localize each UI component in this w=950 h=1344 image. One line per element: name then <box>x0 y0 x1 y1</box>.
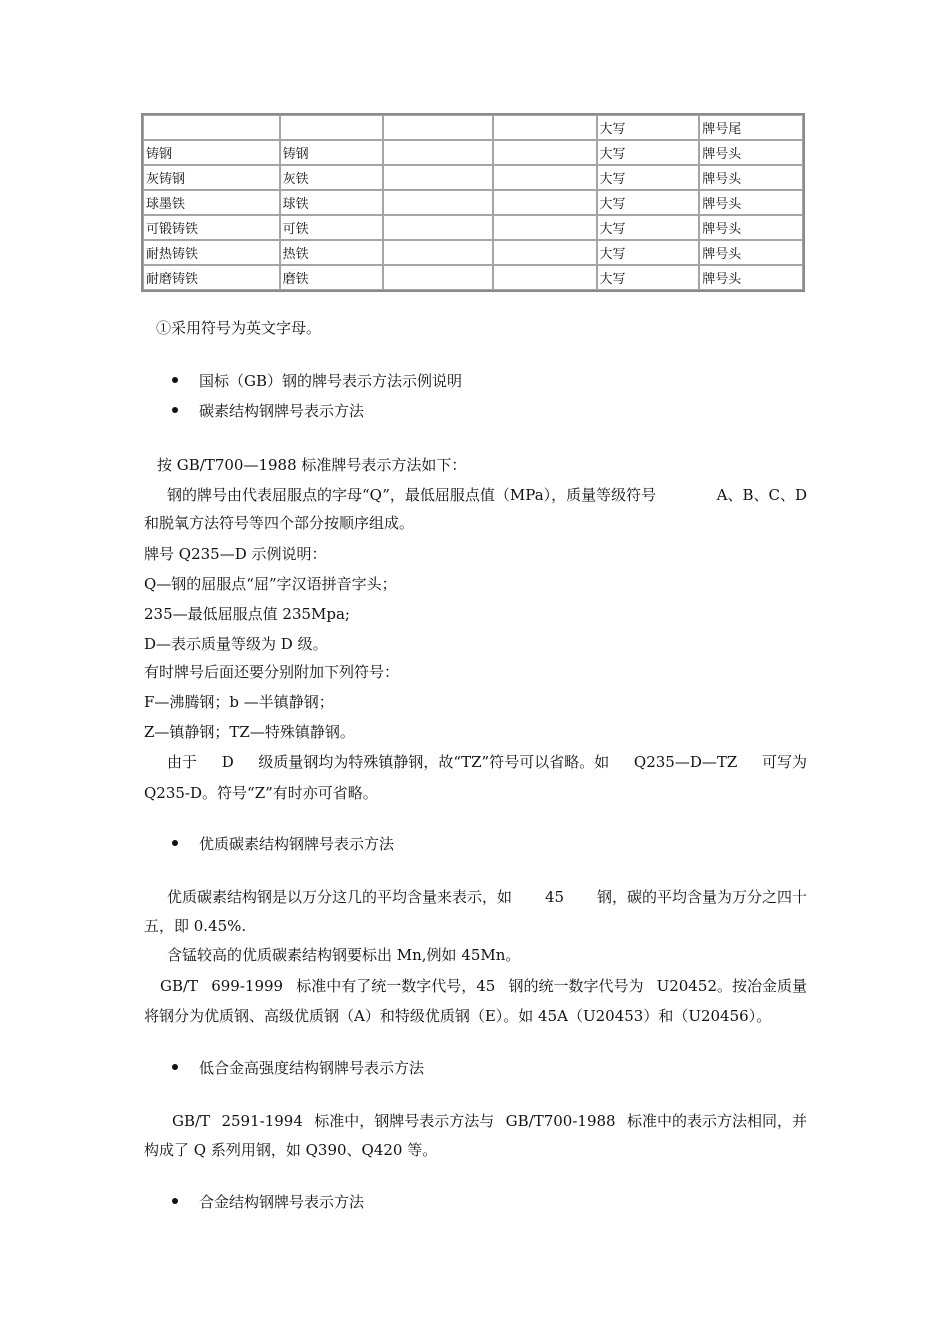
quality-desc-line1: 优质碳素结构钢是以万分这几的平均含量来表示，如 45 钢，碳的平均含量为万分之四十 <box>167 888 807 906</box>
table-cell: 灰铁 <box>280 165 384 190</box>
table-cell: 球墨铁 <box>143 190 280 215</box>
bullet-label: 低合金高强度结构钢牌号表示方法 <box>199 1059 425 1077</box>
bullet-carbon-steel <box>172 401 364 421</box>
table-cell <box>383 115 493 140</box>
carbon-suffix-f-b: F—沸腾钢；b —半镇静钢； <box>144 693 334 711</box>
table-cell: 牌号头 <box>699 190 803 215</box>
carbon-suffix-z-tz: Z—镇静钢；TZ—特殊镇静钢。 <box>144 723 355 741</box>
table-cell: 大写 <box>597 265 700 290</box>
carbon-example-d: D—表示质量等级为 D 级。 <box>144 635 328 653</box>
carbon-desc-line1: 钢的牌号由代表屈服点的字母“Q”，最低屈服点值（MPa），质量等级符号 A、B、C、D <box>167 486 807 504</box>
table-cell: 牌号头 <box>699 215 803 240</box>
table-cell: 耐热铸铁 <box>143 240 280 265</box>
carbon-suffix-title: 有时牌号后面还要分别附加下列符号： <box>144 663 400 681</box>
table-cell: 大写 <box>597 215 700 240</box>
table-cell <box>280 115 384 140</box>
table-row <box>143 265 803 290</box>
carbon-example-235: 235—最低屈服点值 235Mpa; <box>144 605 350 623</box>
cast-iron-grade-table <box>141 113 805 292</box>
bullet-gb-examples <box>172 371 462 391</box>
table-cell: 铸钢 <box>280 140 384 165</box>
table-footnote: ①采用符号为英文字母。 <box>156 319 322 337</box>
bullet-alloy-structural-steel <box>172 1192 364 1212</box>
table-cell <box>383 140 493 165</box>
carbon-note-line2: Q235-D。符号“Z”有时亦可省略。 <box>144 784 378 802</box>
table-cell <box>383 240 493 265</box>
table-row <box>143 140 803 165</box>
table-cell: 牌号头 <box>699 240 803 265</box>
quality-code-line2: 将钢分为优质钢、高级优质钢（A）和特级优质钢（E）。如 45A（U20453）和（U20456）。 <box>144 1007 772 1025</box>
carbon-example-title: 牌号 Q235—D 示例说明： <box>144 545 327 563</box>
bullet-icon <box>172 840 178 846</box>
bullet-label: 合金结构钢牌号表示方法 <box>199 1193 365 1211</box>
table-cell: 牌号尾 <box>699 115 803 140</box>
bullet-icon <box>172 1198 178 1204</box>
table-cell <box>383 165 493 190</box>
bullet-icon <box>172 1064 178 1070</box>
quality-desc-line2: 五，即 0.45%. <box>144 917 247 935</box>
table-cell <box>143 115 280 140</box>
bullet-quality-carbon-steel <box>172 834 394 854</box>
table-cell <box>383 215 493 240</box>
table-row <box>143 165 803 190</box>
table-cell: 大写 <box>597 140 700 165</box>
table-cell: 磨铁 <box>280 265 384 290</box>
table-cell <box>493 165 597 190</box>
carbon-intro: 按 GB/T700—1988 标准牌号表示方法如下： <box>157 456 467 474</box>
bullet-icon <box>172 407 178 413</box>
table-cell: 可铁 <box>280 215 384 240</box>
table-cell <box>383 265 493 290</box>
bullet-label: 国标（GB）钢的牌号表示方法示例说明 <box>199 372 463 390</box>
bullet-label: 优质碳素结构钢牌号表示方法 <box>199 835 395 853</box>
table-cell: 大写 <box>597 240 700 265</box>
table-cell: 牌号头 <box>699 140 803 165</box>
table-cell: 大写 <box>597 190 700 215</box>
quality-mn-note: 含锰较高的优质碳素结构钢要标出 Mn,例如 45Mn。 <box>167 946 521 964</box>
table-cell: 大写 <box>597 115 700 140</box>
bullet-icon <box>172 377 178 383</box>
table-cell <box>493 115 597 140</box>
lowalloy-desc-line2: 构成了 Q 系列用钢，如 Q390、Q420 等。 <box>144 1141 438 1159</box>
table-row <box>143 240 803 265</box>
table-row <box>143 115 803 140</box>
table-cell: 牌号头 <box>699 265 803 290</box>
table-cell: 灰铸钢 <box>143 165 280 190</box>
table-cell: 热铁 <box>280 240 384 265</box>
lowalloy-desc-line1: GB/T 2591-1994 标准中，钢牌号表示方法与 GB/T700-1988 标准中的表示方法相同，并 <box>172 1112 807 1130</box>
table-cell: 铸钢 <box>143 140 280 165</box>
table-cell <box>493 240 597 265</box>
table-cell: 大写 <box>597 165 700 190</box>
table-cell <box>383 190 493 215</box>
table-cell <box>493 215 597 240</box>
carbon-example-q: Q—钢的屈服点“屈”字汉语拼音字头； <box>144 575 397 593</box>
bullet-label: 碳素结构钢牌号表示方法 <box>199 402 365 420</box>
table-cell <box>493 265 597 290</box>
table-row <box>143 215 803 240</box>
table-cell: 牌号头 <box>699 165 803 190</box>
table-cell: 球铁 <box>280 190 384 215</box>
carbon-desc-line2: 和脱氧方法符号等四个部分按顺序组成。 <box>144 514 415 532</box>
carbon-note-line1: 由于 D 级质量钢均为特殊镇静钢，故“TZ”符号可以省略。如 Q235—D—TZ 可写为 <box>167 753 807 771</box>
table-cell <box>493 190 597 215</box>
table-cell: 耐磨铸铁 <box>143 265 280 290</box>
table-cell <box>493 140 597 165</box>
quality-code-line1: GB/T 699-1999 标准中有了统一数字代号，45 钢的统一数字代号为 U20452。按冶金质量 <box>160 977 807 995</box>
table-cell: 可锻铸铁 <box>143 215 280 240</box>
table-row <box>143 190 803 215</box>
bullet-low-alloy-steel <box>172 1058 424 1078</box>
